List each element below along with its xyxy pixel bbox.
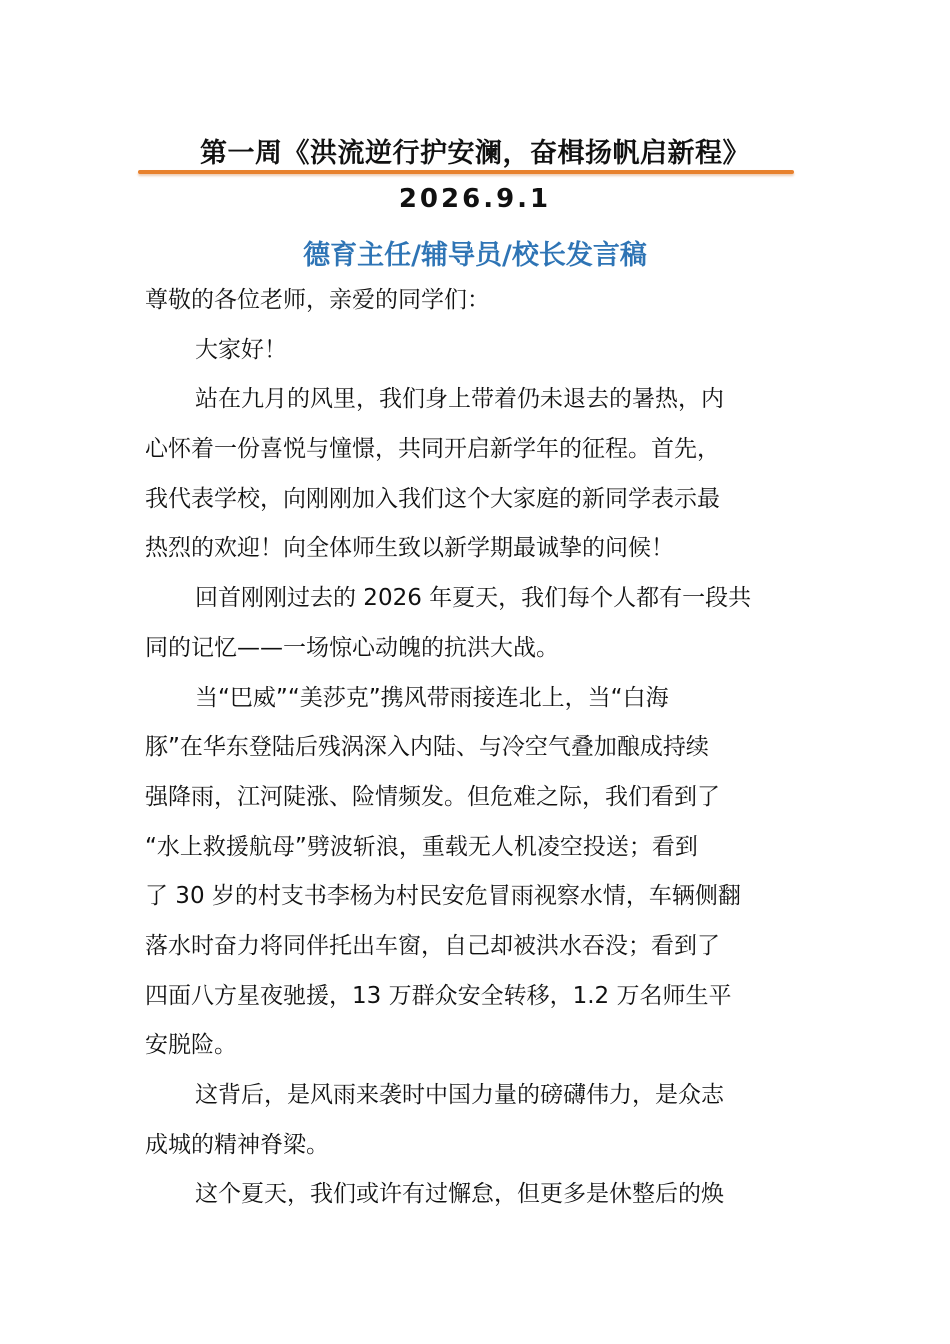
paragraph-line: 同的记忆——一场惊心动魄的抗洪大战。 [145, 634, 559, 661]
paragraph-line: 心怀着一份喜悦与憧憬，共同开启新学年的征程。首先， [145, 436, 720, 463]
paragraph-line: 了 30 岁的村支书李杨为村民安危冒雨视察水情，车辆侧翻 [145, 883, 741, 910]
paragraph-line: 成城的精神脊梁。 [145, 1131, 329, 1158]
paragraph-line: 当“巴威”“美莎克”携风带雨接连北上，当“白海 [195, 684, 669, 711]
paragraph-line: 站在九月的风里，我们身上带着仍未退去的暑热，内 [195, 386, 724, 413]
paragraph-line: 热烈的欢迎！向全体师生致以新学期最诚挚的问候！ [145, 535, 674, 562]
document-subtitle: 德育主任/辅导员/校长发言稿 [303, 240, 647, 271]
greeting-line: 大家好！ [195, 336, 287, 363]
paragraph-line: 强降雨，江河陡涨、险情频发。但危难之际，我们看到了 [145, 783, 720, 810]
paragraph-line: 这个夏天，我们或许有过懈怠，但更多是休整后的焕 [195, 1181, 724, 1208]
paragraph-line: 四面八方星夜驰援，13 万群众安全转移，1.2 万名师生平 [145, 982, 732, 1009]
paragraph-line: 我代表学校，向刚刚加入我们这个大家庭的新同学表示最 [145, 485, 720, 512]
paragraph-line: 这背后，是风雨来袭时中国力量的磅礴伟力，是众志 [195, 1082, 724, 1108]
paragraph-line: “水上救援航母”劈波斩浪，重载无人机凌空投送；看到 [145, 833, 698, 860]
paragraph-line: 落水时奋力将同伴托出车窗，自己却被洪水吞没；看到了 [145, 932, 720, 959]
paragraph-line: 安脱险。 [145, 1032, 237, 1059]
document-body [145, 284, 815, 1228]
document-date: 2026.9.1 [398, 184, 552, 214]
title-underline [138, 170, 794, 174]
salutation-line: 尊敬的各位老师，亲爱的同学们： [145, 287, 490, 313]
paragraph-line: 回首刚刚过去的 2026 年夏天，我们每个人都有一段共 [195, 585, 752, 612]
document-title: 第一周《洪流逆行护安澜，奋楫扬帆启新程》 [200, 138, 750, 169]
paragraph-line: 豚”在华东登陆后残涡深入内陆、与冷空气叠加酿成持续 [145, 734, 709, 761]
